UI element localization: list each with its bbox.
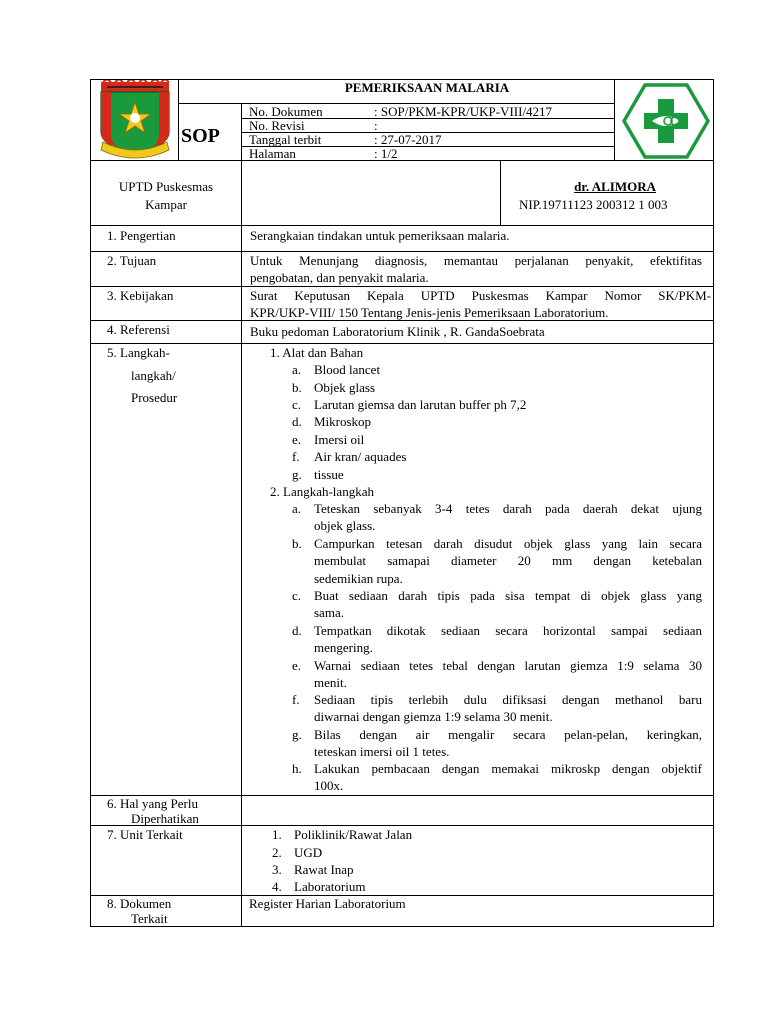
sop-label: SOP bbox=[181, 125, 220, 147]
step-text: 100x. bbox=[314, 778, 344, 793]
kampar-regency-emblem bbox=[97, 80, 173, 160]
langkah-heading: 2. Langkah-langkah bbox=[270, 484, 374, 499]
issue-date-label: Tanggal terbit bbox=[249, 132, 322, 147]
list-item: Poliklinik/Rawat Jalan bbox=[294, 827, 413, 842]
step-text: Tempatkan dikotak sediaan secara horizontal sampai sediaan bbox=[314, 623, 702, 638]
step-text: menit. bbox=[314, 675, 347, 690]
list-marker: a. bbox=[292, 362, 302, 377]
tujuan-text-line1: Untuk Menunjang diagnosis, memantau perjalanan penyakit, efektifitas bbox=[250, 253, 702, 268]
referensi-text: Buku pedoman Laboratorium Klinik , R. GandaSoebrata bbox=[250, 324, 545, 339]
pengertian-label: 1. Pengertian bbox=[107, 228, 176, 243]
prosedur-label-line2: langkah/ bbox=[131, 368, 176, 383]
institution-name-line1: UPTD Puskesmas bbox=[118, 179, 214, 194]
list-item: Objek glass bbox=[314, 380, 376, 395]
list-marker: 2. bbox=[272, 845, 282, 860]
list-item: Blood lancet bbox=[314, 362, 381, 377]
issue-date-value: : 27-07-2017 bbox=[374, 132, 442, 147]
list-marker: g. bbox=[292, 727, 302, 742]
page-label: Halaman bbox=[249, 146, 296, 161]
pengertian-text: Serangkaian tindakan untuk pemeriksaan malaria. bbox=[250, 228, 510, 243]
list-marker: c. bbox=[292, 588, 302, 603]
list-item: Laboratorium bbox=[294, 879, 366, 894]
list-marker: b. bbox=[292, 536, 302, 551]
list-marker: d. bbox=[292, 623, 302, 638]
referensi-label: 4. Referensi bbox=[107, 322, 170, 337]
dokumen-terkait-label-line1: 8. Dokumen bbox=[107, 896, 172, 911]
list-marker: 4. bbox=[272, 879, 282, 894]
hal-perlu-label-line1: 6. Hal yang Perlu bbox=[107, 796, 198, 811]
list-marker: h. bbox=[292, 761, 302, 776]
step-text: sedemikian rupa. bbox=[314, 571, 403, 586]
signer-nip: NIP.19711123 200312 1 003 bbox=[519, 197, 668, 212]
list-item: Rawat Inap bbox=[294, 862, 354, 877]
puskesmas-logo bbox=[622, 83, 710, 159]
alat-bahan-heading: 1. Alat dan Bahan bbox=[270, 345, 364, 360]
step-text: Teteskan sebanyak 3-4 tetes darah pada daerah dekat ujung bbox=[314, 501, 702, 516]
list-item: Larutan giemsa dan larutan buffer ph 7,2 bbox=[314, 397, 527, 412]
list-item: Air kran/ aquades bbox=[314, 449, 407, 464]
step-text: mengering. bbox=[314, 640, 373, 655]
step-text: diwarnai dengan giemza 1:9 selama 30 menit. bbox=[314, 709, 553, 724]
list-marker: e. bbox=[292, 432, 302, 447]
list-marker: c. bbox=[292, 397, 302, 412]
prosedur-label-line3: Prosedur bbox=[131, 390, 178, 405]
dokumen-terkait-text: Register Harian Laboratorium bbox=[249, 896, 406, 911]
list-item: Mikroskop bbox=[314, 414, 372, 429]
unit-terkait-label: 7. Unit Terkait bbox=[107, 827, 183, 842]
page-value: : 1/2 bbox=[374, 146, 398, 161]
list-marker: g. bbox=[292, 467, 302, 482]
step-text: Warnai sediaan tetes tebal dengan larutan giemza 1:9 selama 30 bbox=[314, 658, 702, 673]
institution-name-line2: Kampar bbox=[145, 197, 187, 212]
tujuan-label: 2. Tujuan bbox=[107, 253, 157, 268]
step-text: sama. bbox=[314, 605, 344, 620]
doc-number-value: : SOP/PKM-KPR/UKP-VIII/4217 bbox=[374, 104, 553, 119]
table-border-right bbox=[713, 79, 714, 927]
list-marker: 1. bbox=[272, 827, 282, 842]
list-marker: f. bbox=[292, 692, 300, 707]
column-divider bbox=[241, 103, 242, 927]
hal-perlu-label-line2: Diperhatikan bbox=[131, 811, 199, 826]
step-text: Sediaan tipis terlebih dulu difiksasi dengan methanol baru bbox=[314, 692, 702, 707]
revision-label: No. Revisi bbox=[249, 118, 305, 133]
list-marker: a. bbox=[292, 501, 302, 516]
doc-number-label: No. Dokumen bbox=[249, 104, 323, 119]
step-text: Campurkan tetesan darah disudut objek glass yang lain secara bbox=[314, 536, 702, 551]
list-marker: f. bbox=[292, 449, 300, 464]
prosedur-label-line1: 5. Langkah- bbox=[107, 345, 170, 360]
step-text: objek glass. bbox=[314, 518, 376, 533]
list-item: Imersi oil bbox=[314, 432, 365, 447]
signer-name: dr. ALIMORA bbox=[574, 179, 656, 194]
step-text: Bilas dengan air mengalir secara pelan-pelan, keringkan, bbox=[314, 727, 702, 742]
list-marker: 3. bbox=[272, 862, 282, 877]
kebijakan-label: 3. Kebijakan bbox=[107, 288, 174, 303]
table-border-bottom bbox=[90, 926, 714, 927]
step-text: Lakukan pembacaan dengan memakai mikroskp dengan objektif bbox=[314, 761, 702, 776]
dokumen-terkait-label-line2: Terkait bbox=[131, 911, 168, 926]
document-title: PEMERIKSAAN MALARIA bbox=[344, 80, 510, 95]
list-marker: e. bbox=[292, 658, 302, 673]
step-text: membulat samapai diameter 20 mm dengan ketebalan bbox=[314, 553, 702, 568]
kebijakan-text-line2: KPR/UKP-VIII/ 150 Tentang Jenis-jenis Pemeriksaan Laboratorium. bbox=[250, 305, 609, 320]
step-text: Buat sediaan darah tipis pada sisa tempat di objek glass yang bbox=[314, 588, 702, 603]
step-text: teteskan imersi oil 1 tetes. bbox=[314, 744, 450, 759]
kebijakan-text-line1: Surat Keputusan Kepala UPTD Puskesmas Kampar Nomor SK/PKM- bbox=[250, 288, 711, 303]
tujuan-text-line2: pengobatan, dan penyakit malaria. bbox=[250, 270, 429, 285]
list-marker: d. bbox=[292, 414, 302, 429]
list-marker: b. bbox=[292, 380, 302, 395]
list-item: tissue bbox=[314, 467, 344, 482]
revision-value: : bbox=[374, 118, 378, 133]
table-border-left bbox=[90, 79, 91, 927]
list-item: UGD bbox=[294, 845, 323, 860]
